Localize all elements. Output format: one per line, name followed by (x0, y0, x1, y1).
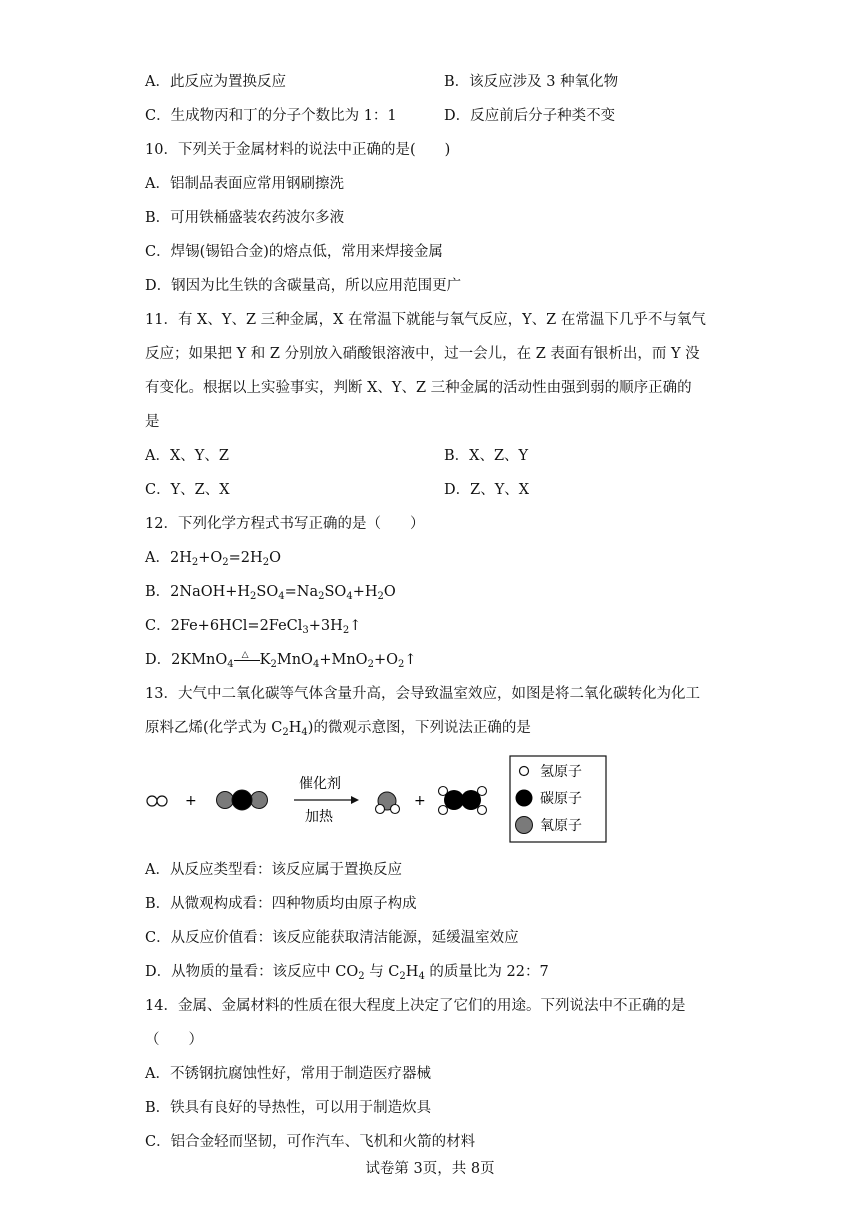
q14-option-c: C．铝合金轻而坚韧，可作汽车、飞机和火箭的材料 (145, 1134, 476, 1150)
reaction-line (234, 660, 260, 661)
q13-d-part2: 与 C (364, 964, 400, 980)
q12-stem: 12．下列化学方程式书写正确的是（ ） (145, 516, 425, 532)
plus-sign-1: + (185, 793, 197, 809)
heat-label: 加热 (305, 809, 333, 825)
q13-stem-line2: 原料乙烯(化学式为 $C_2H_4$)的微观示意图，下列说法正确的是 (145, 720, 531, 738)
q14-stem-line1: 14．金属、金属材料的性质在很大程度上决定了它们的用途。下列说法中不正确的是 (145, 998, 686, 1014)
q13-d-part1: D．从物质的量看：该反应中 CO (145, 964, 359, 980)
gas-arrow-icon: ↑ (349, 618, 362, 634)
q10-option-a: A．铝制品表面应常用钢刷擦洗 (145, 176, 344, 192)
q11-option-d: D．Z、Y、X (444, 482, 530, 498)
q10-option-d: D．钢因为比生铁的含碳量高，所以应用范围更广 (145, 278, 462, 294)
q13-option-d: D．从物质的量看：该反应中 $CO_2$ 与 $C_2H_4$ 的质量比为 22：7 (145, 964, 549, 982)
page-footer: 试卷第 3页，共 8页 (365, 1161, 495, 1177)
q13-option-c: C．从反应价值看：该反应能获取清洁能源，延缓温室效应 (145, 930, 519, 946)
carbon-atom-icon (516, 790, 533, 807)
q14-option-a: A．不锈钢抗腐蚀性好，常用于制造医疗器械 (145, 1066, 431, 1082)
legend-carbon: 碳原子 (540, 791, 582, 807)
reaction-arrow (294, 775, 359, 825)
q12-b-label: B． (145, 584, 171, 600)
ethylene-molecule-icon (439, 787, 487, 815)
q13-d-part3: H (405, 964, 419, 980)
q13-stem-part1: 原料乙烯(化学式为 C (145, 720, 283, 736)
q11-stem-line3: 有变化。根据以上实验事实，判断 X、Y、Z 三种金属的活动性由强到弱的顺序正确的 (145, 380, 692, 396)
q13-stem-line1: 13．大气中二氧化碳等气体含量升高，会导致温室效应，如图是将二氧化碳转化为化工 (145, 686, 700, 702)
q13-option-b: B．从微观构成看：四种物质均由原子构成 (145, 896, 417, 912)
q11-option-c: C．Y、Z、X (145, 482, 230, 498)
heat-condition (234, 650, 260, 667)
q10-option-b: B．可用铁桶盛装农药波尔多液 (145, 210, 345, 226)
q9-option-a: A．此反应为置换反应 (145, 74, 286, 90)
co2-molecule-icon (217, 790, 268, 810)
q12-option-d: D．2KMnO$_4$ △ $K_2MnO_4+MnO_2+O_2↑$ (145, 650, 417, 670)
q14-option-b: B．铁具有良好的导热性，可以用于制造炊具 (145, 1100, 432, 1116)
atom-legend (510, 756, 606, 842)
q12-option-c: C．$2Fe+6HCl=2FeCl_3+3H_2↑$ (145, 618, 362, 636)
q9-option-d: D．反应前后分子种类不变 (444, 108, 616, 124)
q11-stem-line4: 是 (145, 414, 160, 430)
heat-triangle-icon: △ (241, 650, 249, 660)
q12-d-label: D． (145, 652, 172, 668)
q11-option-a: A．X、Y、Z (145, 448, 229, 464)
q12-c-label: C． (145, 618, 171, 634)
oxygen-atom-icon (516, 817, 533, 834)
q10-option-c: C．焊锡(锡铅合金)的熔点低，常用来焊接金属 (145, 244, 443, 260)
legend-hydrogen: 氢原子 (540, 764, 582, 780)
legend-oxygen: 氧原子 (540, 818, 582, 834)
hydrogen-molecule-icon (147, 796, 167, 806)
q12-option-a: A．$2H_2+O_2=2H_2O$ (145, 550, 281, 568)
q9-option-c: C．生成物丙和丁的分子个数比为 1：1 (145, 108, 397, 124)
q12-a-label: A． (145, 550, 170, 566)
q14-stem-line2: （ ） (145, 1032, 203, 1048)
co2-to-ethylene-diagram (143, 754, 613, 844)
q13-d-part4: 的质量比为 22：7 (424, 964, 549, 980)
q11-stem-line1: 11．有 X、Y、Z 三种金属，X 在常温下就能与氧气反应，Y、Z 在常温下几乎不与氧气 (145, 312, 706, 328)
water-molecule-icon (376, 792, 400, 814)
q10-stem: 10．下列关于金属材料的说法中正确的是( ) (145, 142, 451, 158)
q12-option-b: B．$2NaOH+H_2SO_4=Na_2SO_4+H_2O$ (145, 584, 396, 602)
q11-stem-line2: 反应；如果把 Y 和 Z 分别放入硝酸银溶液中，过一会儿，在 Z 表面有银析出，而 Y 没 (145, 346, 700, 362)
q13-stem-part3: )的微观示意图，下列说法正确的是 (307, 720, 531, 736)
hydrogen-atom-icon (520, 767, 529, 776)
q9-option-b: B．该反应涉及 3 种氧化物 (444, 74, 619, 90)
q11-option-b: B．X、Z、Y (444, 448, 529, 464)
gas-arrow-icon: ↑ (404, 652, 417, 668)
plus-sign-2: + (414, 793, 426, 809)
q13-option-a: A．从反应类型看：该反应属于置换反应 (145, 862, 402, 878)
q13-stem-part2: H (288, 720, 302, 736)
catalyst-label: 催化剂 (299, 776, 341, 792)
